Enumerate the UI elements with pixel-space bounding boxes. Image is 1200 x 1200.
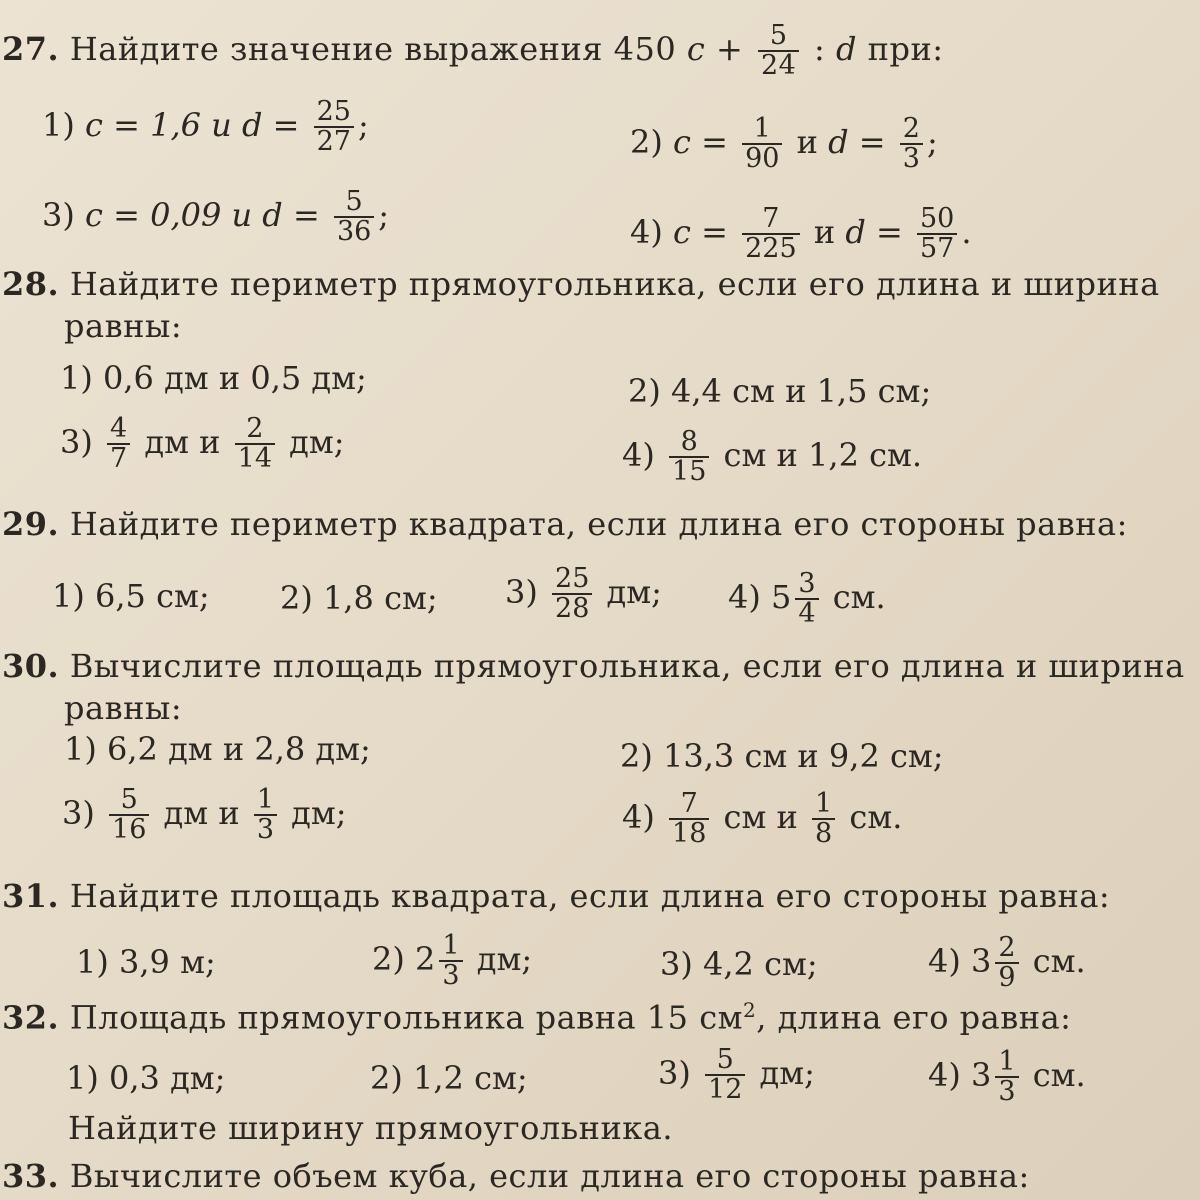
problem-27-item-2: 2) c = $\frac{1}{90}$ и d = $\frac{2}{3}$ ; — [630, 113, 938, 175]
problem-29-item-3: 3) $\frac{25}{28}$ дм; — [505, 563, 662, 625]
fraction: $\frac{7}{18}$ — [669, 790, 709, 849]
problem-27-heading — [2, 22, 944, 81]
problem-27-item-1: 1) c = 1,6 и d = $\frac{25}{27}$ ; — [42, 96, 369, 158]
problem-30-heading: 30. Вычислите площадь прямоугольника, если его длина и ширина — [2, 647, 1185, 685]
problem-tail: при: — [867, 29, 944, 68]
problem-31-heading: 31. Найдите площадь квадрата, если длина его стороны равна: — [2, 877, 1111, 915]
problem-32-item-4: 4) 3 $\frac{1}{3}$ см. — [928, 1046, 1086, 1108]
problem-32-item-1: 1) 0,3 дм; — [66, 1059, 226, 1097]
fraction: $\frac{1}{90}$ — [742, 115, 782, 174]
problem-31-item-3: 3) 4,2 см; — [660, 945, 818, 983]
fraction: $\frac{25}{27}$ — [314, 98, 354, 157]
var-c: c — [686, 29, 706, 68]
problem-31-item-1: 1) 3,9 м; — [76, 943, 216, 981]
fraction: $\frac{25}{28}$ — [552, 565, 592, 624]
fraction: $\frac{50}{57}$ — [917, 205, 957, 264]
problem-33-heading: 33. Вычислите объем куба, если длина его стороны равна: — [2, 1157, 1030, 1195]
problem-30-item-3: 3) $\frac{5}{16}$ дм и $\frac{1}{3}$ дм; — [62, 784, 347, 846]
problem-32-heading: 32. Площадь прямоугольника равна 15 $см^2$, длина его равна: — [2, 998, 1072, 1037]
fraction: $\frac{5}{24}$ — [758, 22, 799, 81]
problem-28-item-1: 1) 0,6 дм и 0,5 дм; — [60, 359, 367, 397]
problem-30-item-1: 1) 6,2 дм и 2,8 дм; — [64, 730, 371, 768]
problem-32-item-3: 3) $\frac{5}{12}$ дм; — [658, 1044, 815, 1106]
plus-sign: + — [716, 29, 744, 68]
problem-28-heading: 28. Найдите периметр прямоугольника, если его длина и ширина — [2, 265, 1160, 303]
fraction: $\frac{1}{3}$ — [439, 932, 462, 991]
problem-31-item-4: 4) 3 $\frac{2}{9}$ см. — [928, 932, 1086, 994]
problem-29-heading: 29. Найдите периметр квадрата, если длина его стороны равна: — [2, 505, 1128, 543]
fraction: $\frac{3}{4}$ — [795, 570, 818, 629]
fraction: $\frac{4}{7}$ — [107, 415, 130, 474]
problem-28-item-2: 2) 4,4 см и 1,5 см; — [628, 372, 932, 410]
problem-28-item-4: 4) $\frac{8}{15}$ см и 1,2 см. — [622, 426, 923, 488]
problem-28-item-3: 3) $\frac{4}{7}$ дм и $\frac{2}{14}$ дм; — [60, 413, 345, 475]
fraction: $\frac{7}{225}$ — [742, 205, 800, 264]
fraction: $\frac{8}{15}$ — [669, 428, 709, 487]
fraction: $\frac{5}{16}$ — [109, 786, 149, 845]
problem-text: Найдите значение выражения 450 — [69, 29, 677, 68]
problem-29-item-4: 4) 5 $\frac{3}{4}$ см. — [728, 568, 886, 630]
problem-27-item-3: 3) c = 0,09 и d = $\frac{5}{36}$ ; — [42, 186, 390, 248]
fraction: $\frac{1}{8}$ — [812, 790, 835, 849]
problem-32-line2: Найдите ширину прямоугольника. — [68, 1109, 674, 1147]
problem-29-item-2: 2) 1,8 см; — [280, 579, 438, 617]
problem-29-item-1: 1) 6,5 см; — [52, 577, 210, 615]
problem-30-line2: равны: — [64, 689, 183, 727]
var-d: d — [835, 29, 857, 68]
fraction: $\frac{5}{36}$ — [334, 188, 374, 247]
fraction: $\frac{2}{14}$ — [235, 415, 275, 474]
problem-28-line2: равны: — [64, 307, 183, 345]
fraction: $\frac{1}{3}$ — [995, 1048, 1018, 1107]
problem-27-item-4: 4) c = $\frac{7}{225}$ и d = $\frac{50}{57}$ . — [630, 203, 972, 265]
fraction: $\frac{1}{3}$ — [254, 786, 277, 845]
fraction: $\frac{2}{9}$ — [995, 934, 1018, 993]
problem-30-item-2: 2) 13,3 см и 9,2 см; — [620, 737, 944, 775]
problem-30-item-4: 4) $\frac{7}{18}$ см и $\frac{1}{8}$ см. — [622, 788, 903, 850]
problem-number: 27. — [2, 29, 60, 68]
problem-32-item-2: 2) 1,2 см; — [370, 1059, 528, 1097]
fraction: $\frac{5}{12}$ — [705, 1046, 745, 1105]
problem-31-item-2: 2) 2 $\frac{1}{3}$ дм; — [372, 930, 533, 992]
colon-sign: : — [814, 29, 826, 68]
fraction: $\frac{2}{3}$ — [900, 115, 923, 174]
